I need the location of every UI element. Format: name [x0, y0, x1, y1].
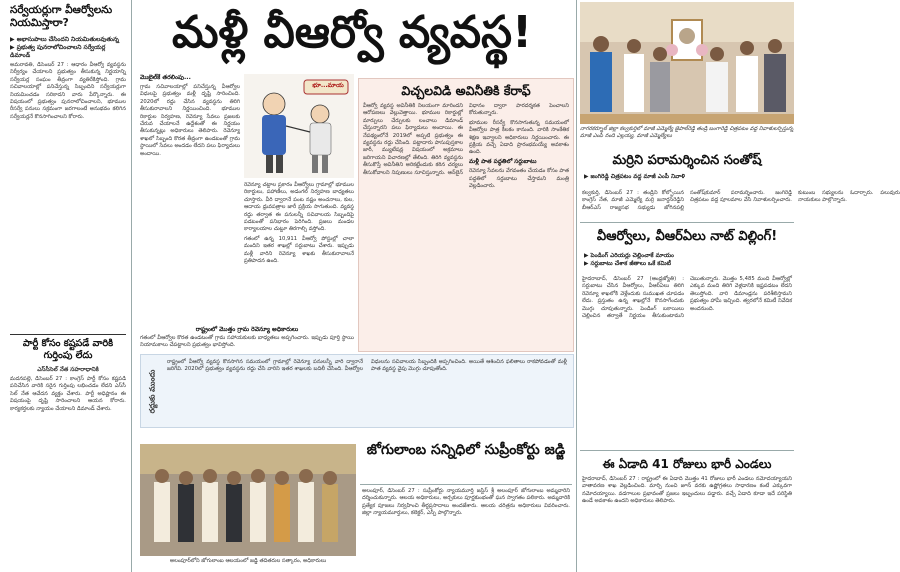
left-divider — [10, 334, 126, 335]
main-body-col2 — [244, 182, 354, 322]
bottom-headline-box — [360, 440, 572, 485]
main-masthead: మళ్లీ వీఆర్వో వ్యవస్థ! — [171, 7, 533, 58]
side-body-para1: వీఆర్వో వ్యవస్థ అవినీతికి నిలయంగా మారిందని ఆరోపణలు వెల్లువెత్తాయి. భూముల రికార్డుల్లో మార్పులు చేర్పులకు లంచాలు డిమాండ్ చేస్తున్నారని పలు ఫిర్యాదులు అందాయి. ఈ నేపథ్యంలోనే 2019లో అప్పటి ప్రభుత్వం ఈ వ్యవస్థను రద్దు చేసింది. పట్టాదారు పాసుపుస్తకాల జారీ, మ్యుటేషన్ల విషయంలో అక్రమాలు జరిగాయని విచారణల్లో తేలింది. తిరిగి వ్యవస్థను తీసుకొస్తే అవినీతిని అరికట్టేందుకు కఠిన చర్యలు తీసుకోవాలని నిపుణులు సూచిస్తున్నారు. ఆన్‌లైన్ విధానం ద్వారా పారదర్శకత పెంచాలని కోరుతున్నారు. — [363, 103, 569, 176]
right-bullet-2a: ▶ పెండింగ్ ఎరియర్లు చెల్లించాకే మాయం — [584, 253, 674, 259]
right-body-2: హైదరాబాద్, డిసెంబర్ 27 (ఆంధ్రజ్యోతి) : సర్దుబాటు చేసిన వీఆర్వోలు, వీఆర్ఏలు తిరిగి రెవెన్యూ శాఖలోకి వెళ్లేందుకు సుముఖత చూపడం లేదు. ప్రస్తుతం ఉన్న శాఖల్లోనే కొనసాగేందుకు మొగ్గు చూపుతున్నారు. పెండింగ్ బకాయిలు చెల్లించిన తర్వాతే నిర్ణయం తీసుకుంటామని చెబుతున్నారు. మొత్తం 5,485 మంది వీఆర్వోల్లో ఎక్కువ మంది తిరిగి వెళ్లడానికి ఇష్టపడటం లేదని తెలుస్తోంది. వారి డిమాండ్లను పరిశీలిస్తామని ప్రభుత్వం హామీ ఇచ్చింది. త్వరలోనే కమిటీ నివేదిక అందనుంది. — [582, 276, 792, 320]
group-photo-icon — [140, 444, 356, 556]
bottom-headline: జోగులాంబ సన్నిధిలో సుప్రీంకోర్టు జడ్జి — [366, 442, 566, 458]
cartoon-illustration — [244, 74, 354, 178]
boxed-vertical-label: రద్దుకు ముందు — [147, 369, 157, 413]
right-body-1: కల్వకుర్తి, డిసెంబర్ 27 : తండ్రిని కోల్పోయిన కాంగ్రెస్ నేత, మాజీ ఎమ్మెల్యే మర్రి జనార్దన్‌రెడ్డిని బీఆర్ఎస్ రాజ్యసభ సభ్యుడు జోగినపల్లి సంతోష్‌కుమార్ పరామర్శించారు. జంగిరెడ్డి చిత్రపటం వద్ద పూలమాల వేసి నివాళులర్పించారు. కుటుంబ సభ్యులను ఓదార్చారు. పలువురు నాయకులు పాల్గొన్నారు. — [582, 190, 900, 211]
right-photo-caption: నాగరకర్నూల్ జిల్లా కల్వకుర్తిలో మాజీ ఎమ్మెల్యే జైపాల్‌రెడ్డి తండ్రి బంగారెడ్డి చిత్రపటం వద్ద నివాళులర్పిస్తున్న మాజీ ఎంపీ నంది ఎల్లయ్య, మాజీ ఎమ్మెల్యేలు — [580, 126, 794, 139]
column-rule-left — [131, 0, 132, 572]
tribute-photo-icon — [580, 2, 794, 124]
side-body-para2: భూముల రీసర్వే కొనసాగుతున్న సమయంలో వీఆర్వోల పాత్ర కీలకం కానుంది. వారికి సాంకేతిక శిక్షణ ఇవ్వాలని అధికారులు నిర్ణయించారు. ఈ ప్రక్రియ వచ్చే ఏడాది ప్రారంభమయ్యే అవకాశం ఉంది. — [469, 119, 569, 156]
bottom-photo-caption: అలంపూర్‌లోని జోగులాంబ ఆలయంలో జడ్జి తదితరుల సత్కారం, అధికారులు — [169, 558, 327, 564]
left-headline: సర్వేయర్లుగా వీఆర్వోలను నియమిస్తారా? — [10, 4, 113, 29]
side-headline: విచ్చలవిడి అవినీతికి కేరాఫ్ — [401, 83, 531, 98]
right-body-3: హైదరాబాద్, డిసెంబర్ 27 : రాష్ట్రంలో ఈ ఏడాది మొత్తం 41 రోజులు భారీ ఎండలు నమోదయ్యాయని వాతావరణ శాఖ వెల్లడించింది. మార్చి నుంచి జూన్ వరకు ఉష్ణోగ్రతలు సాధారణం కంటే ఎక్కువగా నమోదయ్యాయి. వడగాలుల ప్రభావంతో ప్రజలు ఇబ్బందులు పడ్డారు. వచ్చే ఏడాది కూడా ఇదే పరిస్థితి ఉండే అవకాశం ఉందని అధికారులు తెలిపారు. — [582, 476, 792, 505]
bottom-photo — [140, 444, 356, 556]
side-story-box — [358, 78, 574, 352]
side-body-wrap — [363, 103, 569, 347]
boxed-note — [140, 354, 574, 428]
right-photo — [580, 2, 794, 124]
left-column — [0, 0, 130, 572]
main-body-col2-para1: రెవెన్యూ చట్టాల ప్రకారం వీఆర్వోలు గ్రామాల్లో భూముల రికార్డులు, పహాణీలు, అడంగల్ నిర్వహణ బాధ్యతలు చూస్తారు. వీరి ద్వారానే పంట నష్టం అంచనాలు, కుల, ఆదాయ ధ్రువపత్రాల జారీ ప్రక్రియ సాగుతుంది. వ్యవస్థ రద్దు తర్వాత ఈ పనులన్నీ సచివాలయ సిబ్బందిపై పడటంతో పనిభారం పెరిగింది. ప్రజలు మండల కార్యాలయాల చుట్టూ తిరగాల్సి వస్తోంది. — [244, 182, 354, 233]
left-bullets — [10, 36, 126, 60]
main-lead-kicker: మొబైల్‌కే తరలింపు... — [140, 74, 191, 81]
right-divider-1 — [580, 222, 794, 223]
right-bullet-1: ▶ జంగిరెడ్డి చిత్రపటం వద్ద మాజీ ఎంపీ నివాళి — [584, 174, 686, 180]
side-kicker: మళ్లీ పాత పద్ధతిలో సర్దుబాటు — [469, 158, 537, 165]
boxed-text: రాష్ట్రంలో వీఆర్వో వ్యవస్థ కొనసాగిన సమయంలో గ్రామాల్లో రెవెన్యూ పనులన్నీ వారి ద్వారానే జరిగేవి. 2020లో ప్రభుత్వం వ్యవస్థను రద్దు చేసి వారిని ఇతర శాఖలకు బదిలీ చేసింది. వీఆర్వోల విధులను సచివాలయ సిబ్బందికి అప్పగించింది. అయితే ఆశించిన ఫలితాలు రాకపోవడంతో మళ్లీ పాత వ్యవస్థ వైపు మొగ్గు చూపుతోంది. — [167, 359, 567, 373]
right-bullets-2 — [584, 252, 684, 268]
main-sub-body: గతంలో వీఆర్వోల కొరత ఉండటంతో గ్రామ సహాయకులకు బాధ్యతలు అప్పగించారు. ఇప్పుడు పూర్తి స్థాయి నియామకాలు చేపట్టాలని ప్రభుత్వం భావిస్తోంది. — [140, 335, 354, 349]
column-rule-right — [576, 0, 577, 572]
bottom-body: అలంపూర్, డిసెంబర్ 27 : సుప్రీంకోర్టు న్యాయమూర్తి జస్టిస్ శ్రీ అలంపూర్ జోగులాంబ అమ్మవారిని దర్శించుకున్నారు. ఆలయ అధికారులు, అర్చకులు పూర్ణకుంభంతో ఘన స్వాగతం పలికారు. అమ్మవారికి ప్రత్యేక పూజలు నిర్వహించి తీర్థప్రసాదాలు అందజేశారు. ఆలయ చరిత్రను అధికారులు వివరించారు. జిల్లా న్యాయమూర్తులు, కలెక్టర్, ఎస్పీ పాల్గొన్నారు. — [362, 488, 570, 517]
right-divider-2 — [580, 450, 794, 451]
left-second-headline: పార్టీ కోసం కష్టపడే వారికి గుర్తింపు లేదు — [22, 338, 114, 361]
right-headline-3: ఈ ఏడాది 41 రోజులు భారీ ఎండలు — [602, 457, 772, 471]
left-body: అమరావతి, డిసెంబర్ 27 : ఆధారం వీఆర్వో వ్యవస్థను నిర్వీర్యం చేయాలని ప్రభుత్వం తీసుకున్న నిర్ణయాన్ని సర్వేయర్ల సంఘం తీవ్రంగా వ్యతిరేకిస్తోంది. గ్రామ సచివాలయాల్లో పనిచేస్తున్న సిబ్బందిని సర్వేయర్లుగా నియమించడం సరికాదని వారు పేర్కొన్నారు. ఈ విషయంలో ప్రభుత్వం పునరాలోచించాలని, భూముల రీసర్వే పనులు సక్రమంగా జరగాలంటే అనుభవం కలిగిన సర్వేయర్లనే కొనసాగించాలని కోరారు. — [10, 62, 126, 120]
side-body-para3: రెవెన్యూ సేవలను వేగవంతం చేయడం కోసం పాత పద్ధతిలో సర్దుబాటు చేస్తామని మంత్రి వెల్లడించారు. — [469, 168, 569, 190]
left-second-body: మదనపల్లె, డిసెంబర్ 27 : కాంగ్రెస్ పార్టీ కోసం కష్టపడి పనిచేసిన వారికి సరైన గుర్తింపు లభించడం లేదని ఎస్‌సీ సెల్ నేత ఆవేదన వ్యక్తం చేశారు. పార్టీ అధిష్టానం ఈ విషయంపై దృష్టి సారించాలని ఆయన కోరారు. కార్యకర్తలకు న్యాయం చేయాలని డిమాండ్ చేశారు. — [10, 376, 126, 412]
main-lead-body: గ్రామ సచివాలయాల్లో పనిచేస్తున్న వీఆర్వోల విధులపై ప్రభుత్వం మళ్లీ దృష్టి సారించింది. 2020లో రద్దు చేసిన వ్యవస్థను తిరిగి తీసుకురావాలని నిర్ణయించింది. భూముల రికార్డుల నిర్వహణ, రెవెన్యూ సేవలు ప్రజలకు చేరువ చేయాలనే ఉద్దేశంతో ఈ నిర్ణయం తీసుకున్నట్లు అధికారులు తెలిపారు. రెవెన్యూ శాఖలో సిబ్బంది కొరత తీవ్రంగా ఉండటంతో గ్రామ స్థాయిలో సేవలు అందడం లేదని పలు ఫిర్యాదులు అందాయి. — [140, 84, 240, 157]
main-body-col2-para2: గతంలో ఉన్న 10,911 వీఆర్వో పోస్టుల్లో చాలా మందిని ఇతర శాఖల్లో సర్దుబాటు చేశారు. ఇప్పుడు మళ్లీ వారిని రెవెన్యూ శాఖకు తీసుకురావాలనే ప్రతిపాదన ఉంది. — [244, 235, 354, 265]
cartoon-caption: భూ...మాయ — [312, 82, 344, 89]
left-bullet-1: ▶ అభాసుపాలు చేసిందని నియమితులవుతున్న — [10, 36, 119, 43]
right-bullet-2b: ▶ సర్దుబాటు చేశాక జీతాలు ఒకే కమిటీ — [584, 261, 671, 267]
left-second-sub: ఎస్‌సీసెల్ నేత సహరాధానికి — [37, 367, 99, 373]
right-headline-2: వీఆర్వోలు, వీఆర్ఏలు నాట్ విల్లింగ్! — [596, 229, 778, 244]
left-bullet-2: ▶ ప్రభుత్వ పునరాలోచించాలని సర్వేయర్ల డిమాండ్ — [10, 44, 106, 59]
right-headline-1: మర్రిని పరామర్శించిన సంతోష్ — [612, 153, 762, 168]
main-sub-kicker: రాష్ట్రంలో మొత్తం గ్రామ రెవెన్యూ అధికారులు — [195, 326, 299, 333]
